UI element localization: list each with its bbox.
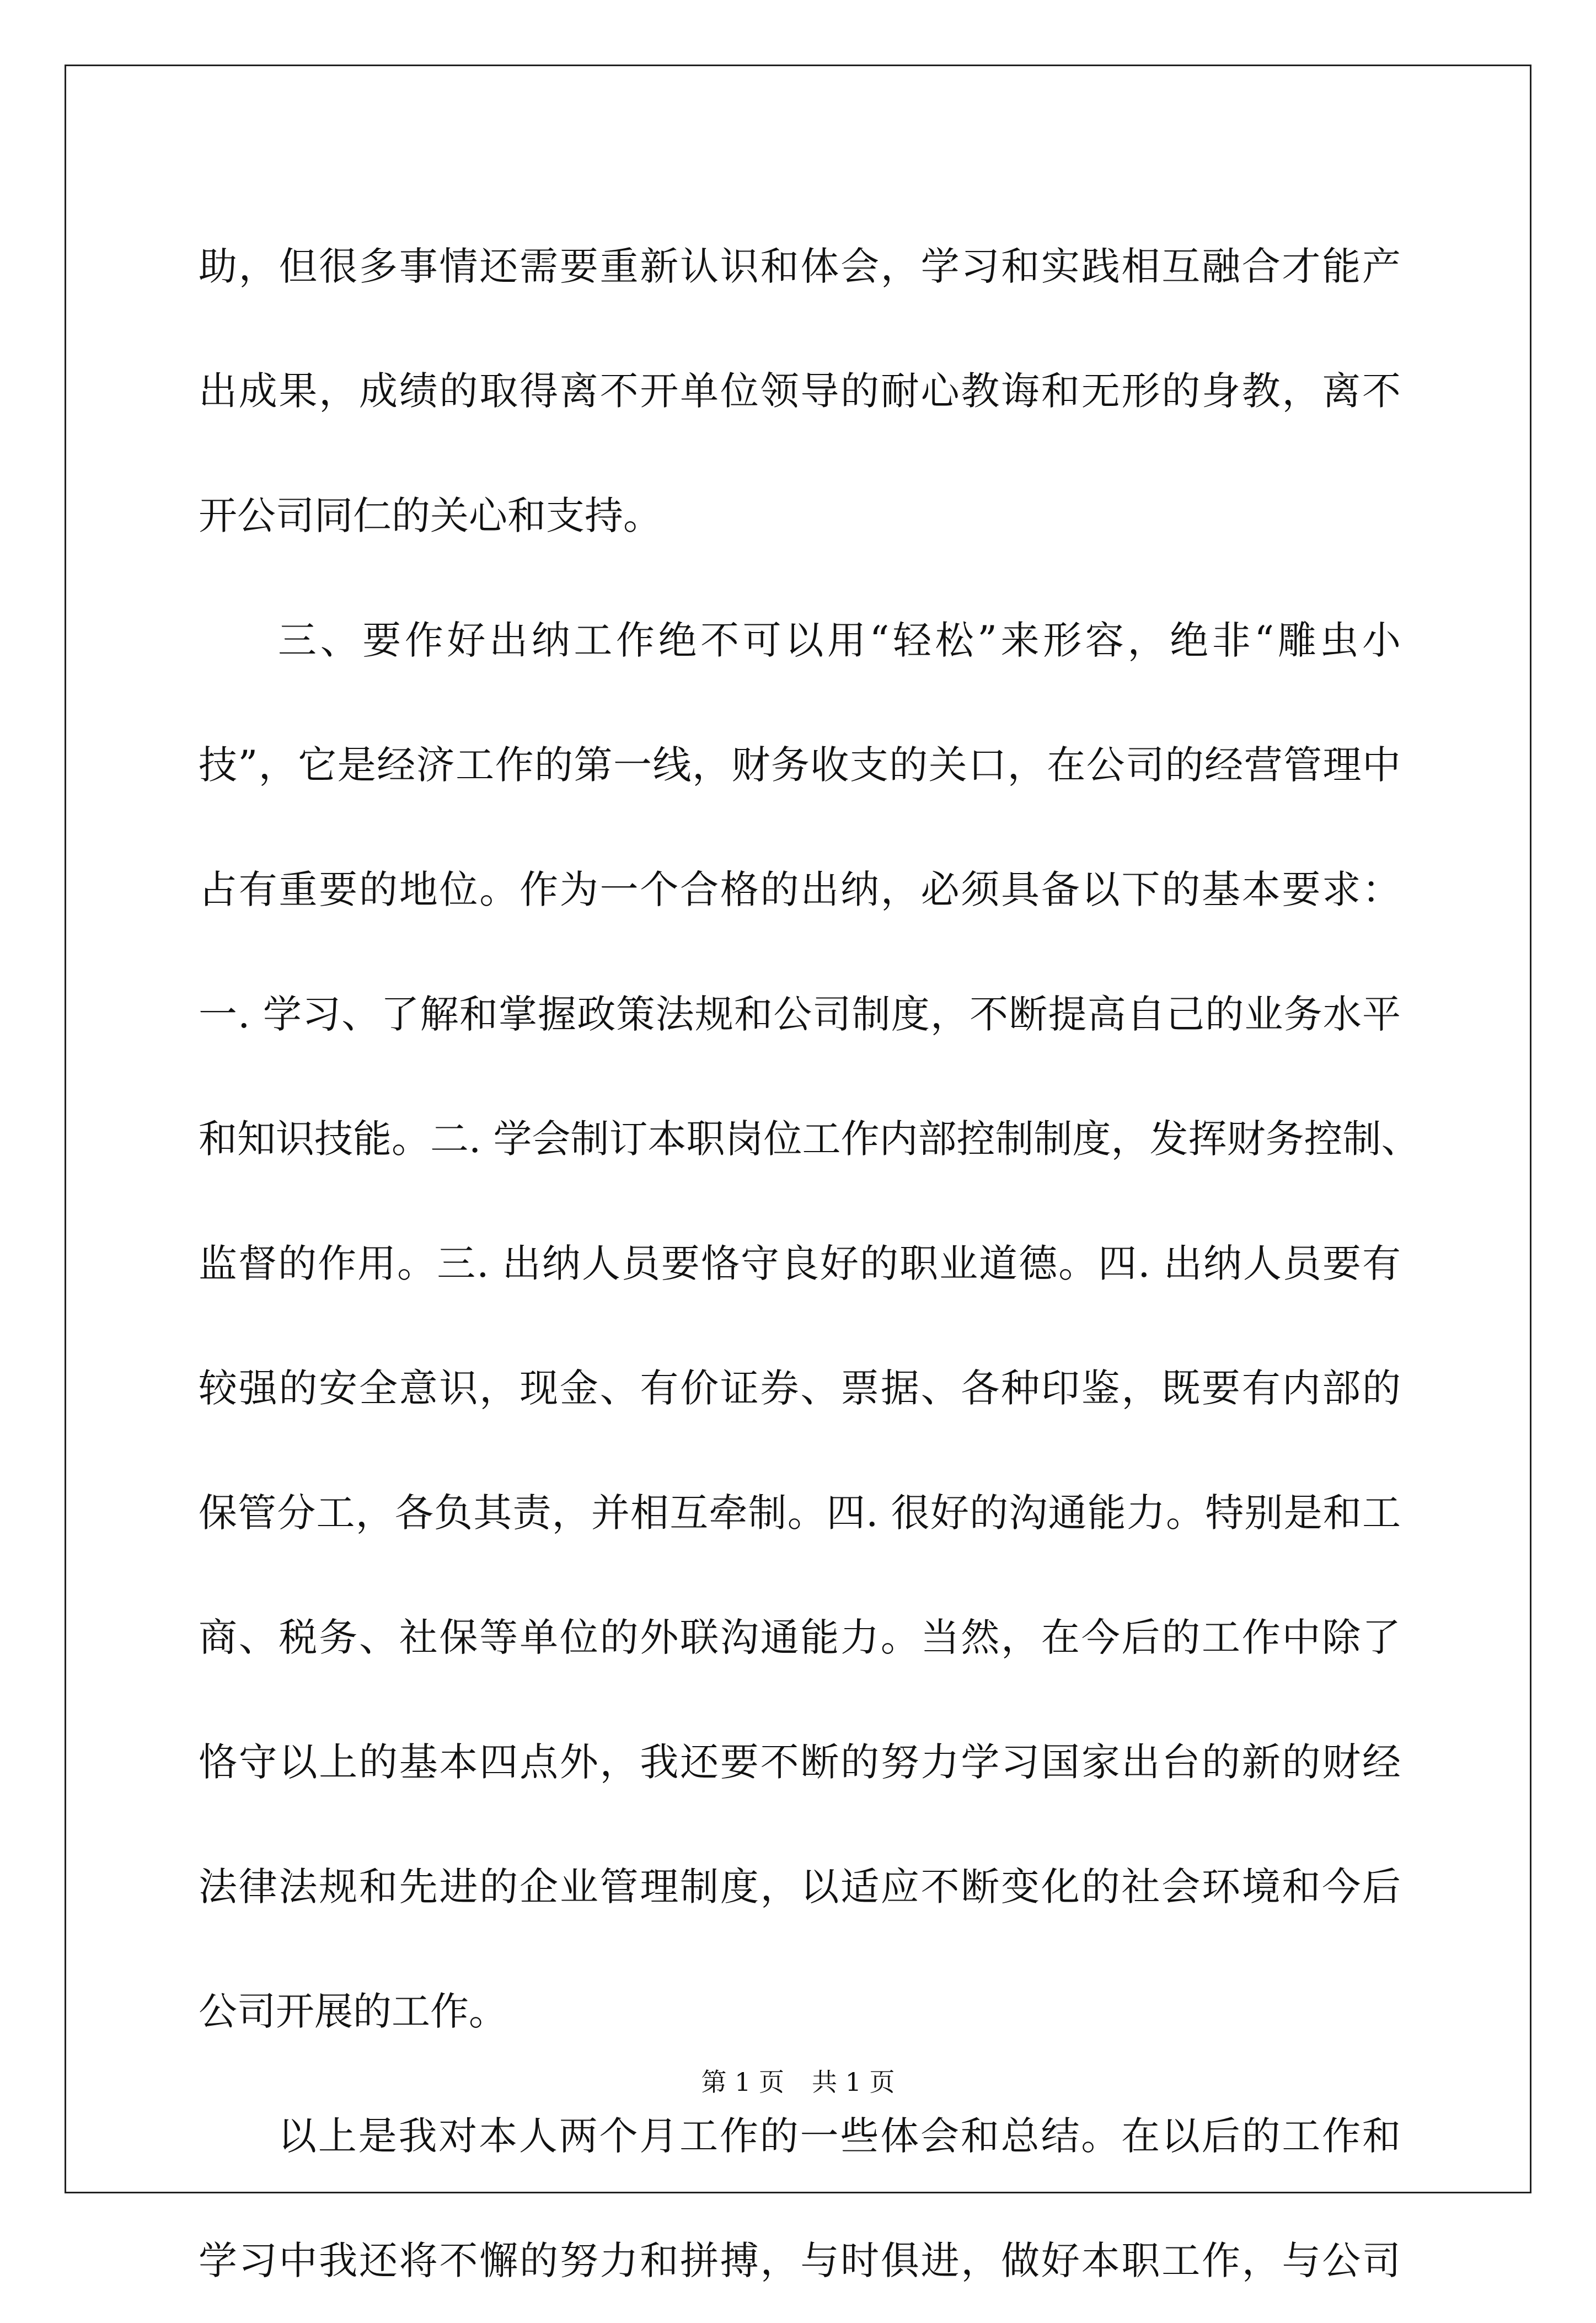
text-line: 公司开展的工作。 [199,1989,507,2034]
page-number: 第 1 页 [701,2067,784,2097]
text-line: 开公司同仁的关心和支持。 [199,493,662,538]
text-line: 出成果，成绩的取得离不开单位领导的耐心教诲和无形的身教，离不 [199,368,1401,414]
text-line: 三、要作好出纳工作绝不可以用“轻松”来形容，绝非“雕虫小 [278,618,1401,663]
text-line: 一. 学习、了解和掌握政策法规和公司制度，不断提高自己的业务水平 [199,992,1401,1037]
page-footer [0,2065,1596,2099]
text-line: 助，但很多事情还需要重新认识和体会，学习和实践相互融合才能产 [199,244,1401,289]
text-line: 学习中我还将不懈的努力和拼搏，与时俱进，做好本职工作，与公司 [199,2238,1401,2283]
text-line: 保管分工，各负其责，并相互牵制。四. 很好的沟通能力。特别是和工 [199,1490,1401,1535]
text-line: 和知识技能。二. 学会制订本职岗位工作内部控制制度，发挥财务控制、 [199,1116,1420,1162]
text-line: 占有重要的地位。作为一个合格的出纳，必须具备以下的基本要求： [199,867,1401,912]
text-line: 以上是我对本人两个月工作的一些体会和总结。在以后的工作和 [278,2113,1401,2159]
paragraph-3 [199,2074,1401,2323]
text-line: 技”，它是经济工作的第一线，财务收支的关口，在公司的经营管理中 [199,742,1401,788]
text-line: 恪守以上的基本四点外，我还要不断的努力学习国家出台的新的财经 [199,1739,1401,1785]
document-body [199,204,1420,2323]
text-line: 较强的安全意识，现金、有价证券、票据、各种印鉴，既要有内部的 [199,1366,1401,1411]
paragraph-1 [199,204,1401,578]
text-line: 法律法规和先进的企业管理制度，以适应不断变化的社会环境和今后 [199,1864,1401,1909]
page-total: 共 1 页 [812,2067,895,2097]
paragraph-2 [199,578,1420,2074]
text-line: 监督的作用。三. 出纳人员要恪守良好的职业道德。四. 出纳人员要有 [199,1241,1401,1286]
text-line: 商、税务、社保等单位的外联沟通能力。当然，在今后的工作中除了 [199,1615,1401,1660]
